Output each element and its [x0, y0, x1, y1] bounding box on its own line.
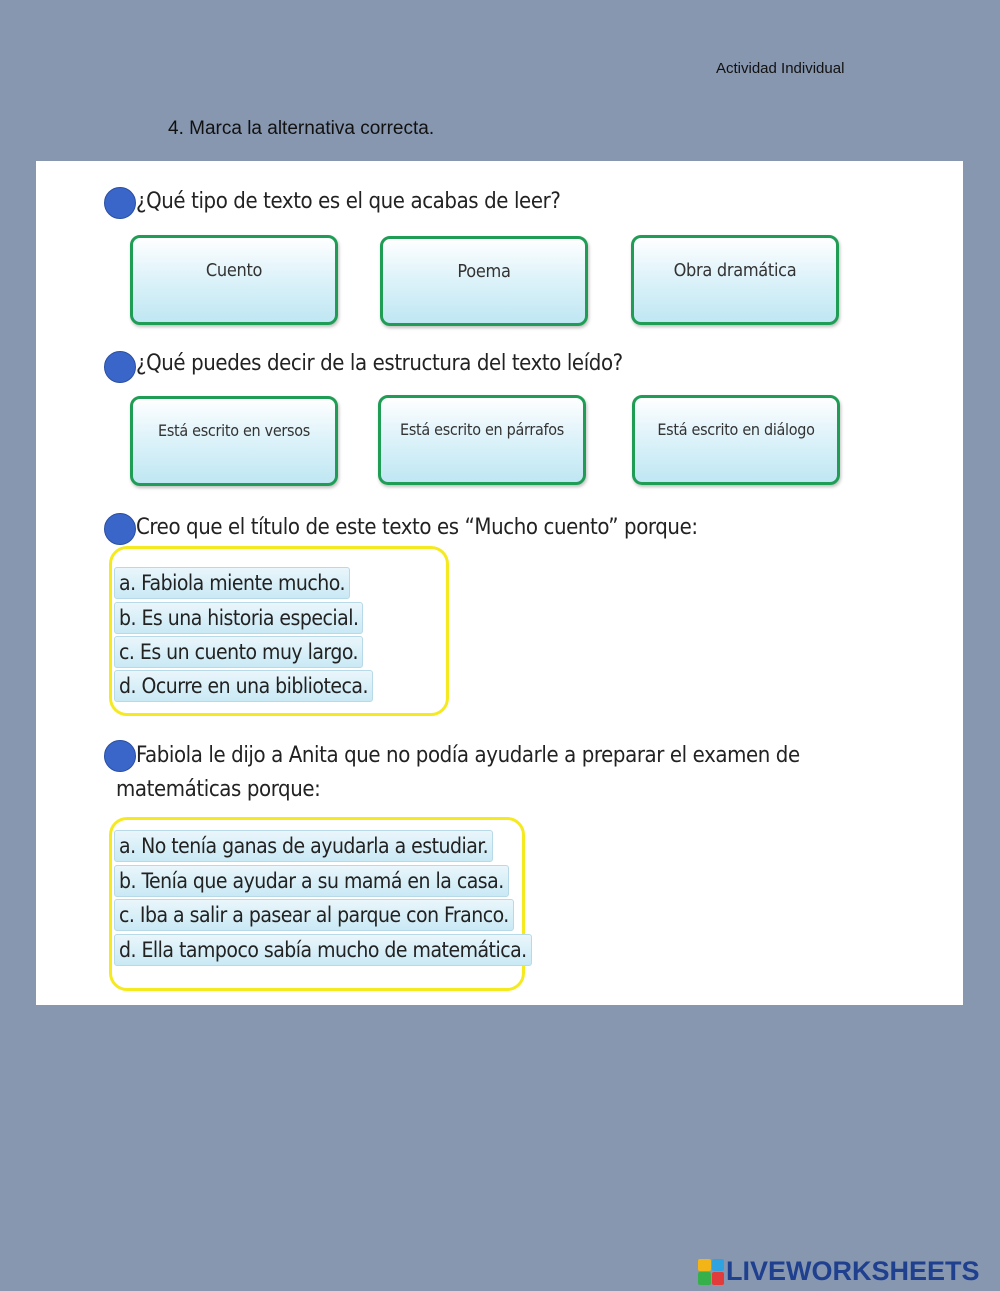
liveworksheets-brand[interactable] — [698, 1256, 980, 1287]
q2-option-dialogo[interactable]: Está escrito en diálogo — [632, 395, 840, 485]
activity-label: Actividad Individual — [716, 60, 845, 77]
worksheet-image — [36, 161, 963, 1005]
question-2-text: ¿Qué puedes decir de la estructura del texto leído? — [136, 351, 623, 376]
q4-choice-b[interactable]: b. Tenía que ayudar a su mamá en la casa. — [114, 865, 509, 897]
liveworksheets-logo-icon — [698, 1259, 724, 1285]
answer-dot-q2[interactable] — [104, 351, 136, 383]
q1-option-cuento[interactable]: Cuento — [130, 235, 338, 325]
q1-option-obra-dramatica[interactable]: Obra dramática — [631, 235, 839, 325]
answer-dot-q3[interactable] — [104, 513, 136, 545]
question-3-text: Creo que el título de este texto es “Mucho cuento” porque: — [136, 515, 698, 540]
instruction-text: 4. Marca la alternativa correcta. — [168, 118, 435, 139]
q2-option-parrafos[interactable]: Está escrito en párrafos — [378, 395, 586, 485]
question-4-text-line1: Fabiola le dijo a Anita que no podía ayudarle a preparar el examen de — [136, 743, 800, 768]
answer-dot-q1[interactable] — [104, 187, 136, 219]
q3-choice-a[interactable]: a. Fabiola miente mucho. — [114, 567, 350, 599]
q3-choice-d[interactable]: d. Ocurre en una biblioteca. — [114, 670, 373, 702]
q1-option-poema[interactable]: Poema — [380, 236, 588, 326]
q2-option-versos[interactable]: Está escrito en versos — [130, 396, 338, 486]
answer-dot-q4[interactable] — [104, 740, 136, 772]
question-1-text: ¿Qué tipo de texto es el que acabas de leer? — [136, 189, 561, 214]
q3-choice-c[interactable]: c. Es un cuento muy largo. — [114, 636, 363, 668]
q4-choice-d[interactable]: d. Ella tampoco sabía mucho de matemática. — [114, 934, 532, 966]
brand-name: LIVEWORKSHEETS — [726, 1256, 980, 1286]
q3-choice-b[interactable]: b. Es una historia especial. — [114, 602, 363, 634]
q4-choice-c[interactable]: c. Iba a salir a pasear al parque con Franco. — [114, 899, 514, 931]
question-4-text-line2: matemáticas porque: — [116, 777, 321, 802]
q4-choice-a[interactable]: a. No tenía ganas de ayudarla a estudiar. — [114, 830, 493, 862]
